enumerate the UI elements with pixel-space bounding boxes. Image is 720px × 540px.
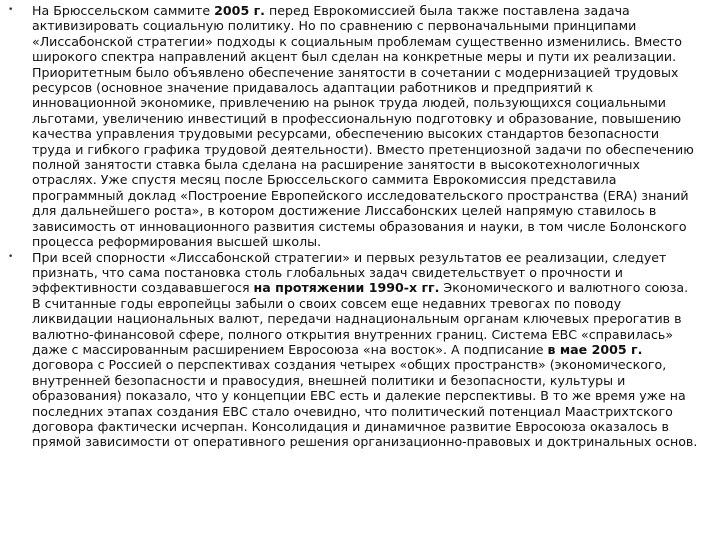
paragraph-1-text-2: перед Еврокомиссией была также поставлена задача активизировать социальную политику. Но по сравнению с первоначальными принципами «Лиссабонской стратегии» подходы к социальным проблемам существенно изменились. Вместо широкого спектра направлений акцент был сделан на конкретные меры и пути их реализации. Приоритетным было объявлено обеспечение занятости в сочетании с модернизацией трудовых ресурсов (основное значение придавалось адаптации работников и предприятий к инновационной экономике, привлечению на рынок труда людей, пользующихся социальными льготами, увеличению инвестиций в профессиональную подготовку и образование, повышению качества управления трудовыми ресурсами, обеспечению высоких стандартов безопасности труда и гибкого графика трудовой деятельности). Вместо претенциозной задачи по обеспечению полной занятости ставка была сделана на расширение занятости в высокотехнологичных отраслях. Уже спустя месяц после Брюссельского саммита Еврокомиссия представила программный доклад «Построение Европейского исследовательского пространства (ERA) знаний для дальнейшего роста», в котором достижение Лиссабонских целей напрямую ставилось в зависимость от инновационного развития системы образования и науки, в том числе Болонского процесса реформирования высшей школы. <box>32 3 694 250</box>
paragraph-2-text-3: договора с Россией о перспективах создания четырех «общих пространств» (экономического, внутренней безопасности и правосудия, внешней политики и безопасности, культуры и образования) показало, что у концепции ЕВС есть и далекие перспективы. В то же время уже на последних этапах создания ЕВС стало очевидно, что политический потенциал Маастрихтского договора фактически исчерпан. Консолидация и динамичное развитие Евросоюза оказалось в прямой зависимости от оперативного решения организационно-правовых и доктринальных основ. <box>32 357 698 450</box>
paragraph-2-bold-date: в мае 2005 г. <box>547 341 643 357</box>
paragraph-2-text-2: Экономического и валютного союза. В считанные годы европейцы забыли о своих совсем еще недавних тревогах по поводу ликвидации национальных валют, передачи наднациональным органам ключевых прерогатив в валютно-финансовой сфере, полного открытия внутренних границ. Система ЕВС «справилась» даже с массированным расширением Евросоюза «на восток». А подписание <box>32 280 689 357</box>
paragraph-1-bold-year: 2005 г. <box>214 3 265 18</box>
bullet-icon: • <box>8 5 14 15</box>
paragraph-2-bold-period: на протяжении 1990-х гг. <box>253 280 440 296</box>
bullet-icon: • <box>8 251 14 262</box>
bullet-paragraph-2 <box>8 250 700 450</box>
bullet-list <box>8 3 700 450</box>
bullet-paragraph-1 <box>8 3 700 250</box>
paragraph-1-text-1: На Брюссельском саммите <box>32 3 215 18</box>
paragraph-2-text-1: При всей спорности «Лиссабонской стратегии» и первых результатов ее реализации, следует признать, что сама постановка столь глобальных задач свидетельствует о прочности и эффективности создававшегося <box>32 249 667 296</box>
